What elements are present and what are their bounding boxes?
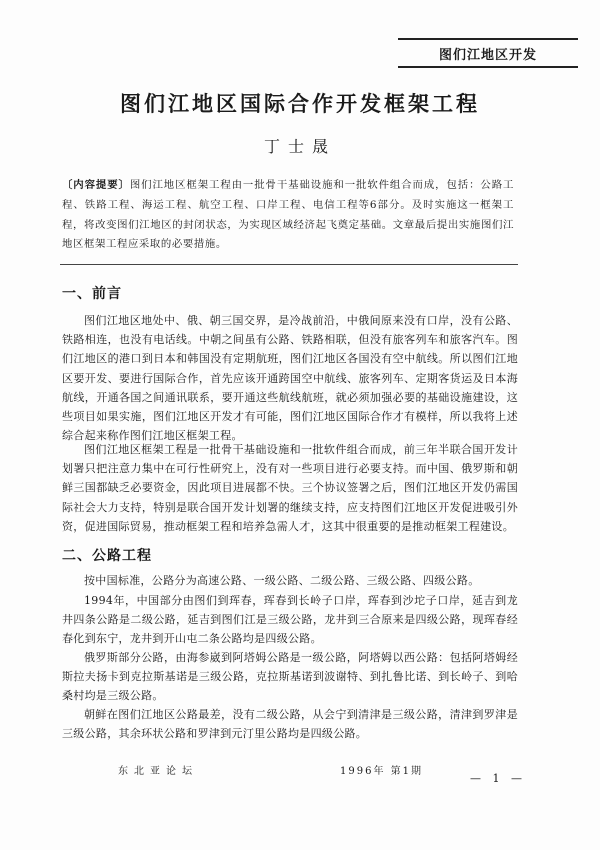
paragraph: 1994年，中国部分由图们到珲春，珲春到长岭子口岸，珲春到沙坨子口岸，延吉到龙井四条公路是二级公路，延吉到图们江是三级公路，龙井到三合原来是四级公路，现珲春经春化到东宁，龙井到开山屯二条公路均是四级公路。 — [62, 594, 518, 646]
paragraph: 俄罗斯部分公路，由海参崴到阿塔姆公路是一级公路，阿塔姆以西公路：包括阿塔姆经斯拉夫扬卡到克拉斯基诺是三级公路，克拉斯基诺到波谢特、到扎鲁比诺、到长岭子、到哈桑村均是三级公路。 — [62, 651, 518, 703]
section-heading-highway: 二、公路工程 — [62, 548, 152, 564]
article-title: 图们江地区国际合作开发框架工程 — [120, 92, 480, 116]
paragraph: 朝鲜在图们江地区公路最差，没有二级公路，从会宁到清津是三级公路，清津到罗津是三级公路，其余环状公路和罗津到元汀里公路均是四级公路。 — [62, 708, 518, 741]
abstract-text: 图们江地区框架工程由一批骨干基础设施和一批软件组合而成，包括：公路工程、铁路工程、海运工程、航空工程、口岸工程、电信工程等6部分。及时实施这一框架工程，将改变图们江地区的封闭状态，为实现区域经济起飞奠定基础。文章最后提出实施图们江地区框架工程应采取的必要措施。 — [62, 179, 514, 251]
paragraph: 按中国标准，公路分为高速公路、一级公路、二级公路、三级公路、四级公路。 — [84, 574, 480, 587]
paragraph: 图们江地区框架工程是一批骨干基础设施和一批软件组合而成，前三年半联合国开发计划署只把注意力集中在可行性研究上，没有对一些项目进行必要支持。而中国、俄罗斯和朝鲜三国都缺乏必要资金，因此项目进展都不快。三个协议签署之后，图们江地区开发仍需国际社会大力支持，特别是联合国开发计划署的继续支持，应支持图们江地区开发促进吸引外资，促进国际贸易，推动框架工程和培养急需人才，这其中很重要的是推动框架工程建设。 — [62, 443, 518, 533]
footer-journal: 东北亚论坛 — [118, 766, 198, 777]
section-heading-intro: 一、前言 — [62, 286, 122, 302]
footer-issue: 1996年 第1期 — [340, 766, 423, 777]
column-tag: 图们江地区开发 — [398, 38, 578, 68]
divider-rule — [60, 264, 518, 265]
page-number: — 1 — — [470, 772, 526, 785]
author-name: 丁士晟 — [263, 137, 336, 156]
abstract — [62, 176, 514, 255]
abstract-label: 〔内容提要〕 — [62, 179, 130, 191]
paragraph: 图们江地区地处中、俄、朝三国交界，是冷战前沿，中俄间原来没有口岸，没有公路、铁路相连，也没有电话线。中朝之间虽有公路、铁路相联，但没有旅客列车和旅客汽车。图们江地区的港口到日本和韩国没有定期航班，图们江地区各国没有空中航线。所以图们江地区要开发、要进行国际合作，首先应该开通跨国空中航线、旅客列车、定期客货运及日本海航线，开通各国之间通讯联系，要开通这些航线航班，就必须加强必要的基础设施建设，这些项目如果实施，图们江地区开发才有可能，图们江地区国际合作才有模样，所以我将上述综合起来称作图们江地区框架工程。 — [62, 314, 518, 443]
